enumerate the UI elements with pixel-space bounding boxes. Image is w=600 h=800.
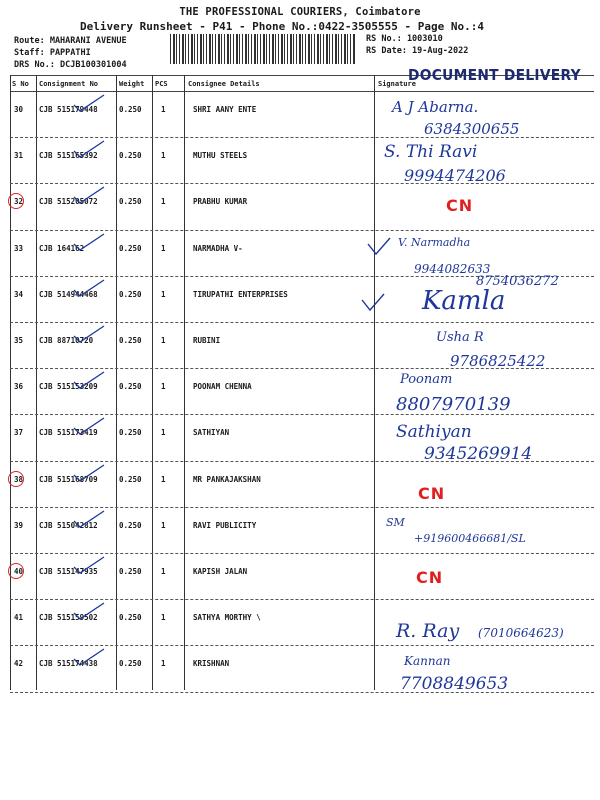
consignee-name: POONAM CHENNA [193, 382, 252, 392]
weight-value: 0.250 [119, 567, 142, 576]
row-separator [10, 183, 594, 184]
red-circle-mark [8, 471, 24, 487]
col-header-signature: Signature [378, 80, 416, 88]
recipient-phone: Kamla [422, 286, 506, 316]
pcs-value: 1 [161, 336, 166, 345]
recipient-signature: Poonam [400, 372, 453, 387]
col-divider [152, 75, 153, 690]
row-separator [10, 230, 594, 231]
recipient-signature: R. Ray [396, 620, 460, 642]
recipient-phone: 9345269914 [424, 444, 533, 464]
row-sno: 35 [14, 336, 24, 345]
col-divider [36, 75, 37, 690]
check-mark-icon [360, 292, 386, 314]
recipient-signature: 8754036272 [476, 274, 559, 289]
pcs-value: 1 [161, 474, 166, 484]
consignee-name: SHRI AANY ENTE [193, 105, 257, 114]
consignment-number: CJB 515174438 [39, 659, 98, 669]
recipient-phone: 8807970139 [396, 394, 511, 415]
weight-value: 0.250 [119, 382, 142, 392]
weight-value: 0.250 [119, 336, 142, 345]
staff-label: Staff: PAPPATHI [14, 48, 91, 58]
red-circle-mark [8, 193, 24, 209]
row-separator [10, 599, 594, 600]
weight-value: 0.250 [119, 105, 142, 114]
route-label: Route: MAHARANI AVENUE [14, 36, 127, 46]
recipient-signature: A J Abarna. [392, 98, 479, 116]
col-header-sno: S No [12, 80, 29, 88]
cn-mark: CN [418, 484, 446, 503]
consignee-name: PRABHU KUMAR [193, 197, 248, 207]
pcs-value: 1 [161, 659, 166, 669]
row-sno: 37 [14, 428, 24, 438]
runsheet-subtitle: Delivery Runsheet - P41 - Phone No.:0422-3505555 - Page No.:4 [80, 20, 484, 33]
consignee-name: SATHYA MORTHY \ [193, 613, 261, 623]
consignee-name: KRISHNAN [193, 659, 230, 669]
consignment-number: CJB 515205072 [39, 197, 98, 207]
recipient-phone: +919600466681/SL [414, 532, 526, 545]
pcs-value: 1 [161, 382, 166, 392]
consignment-number: CJB 515165392 [39, 151, 98, 161]
row-separator [10, 322, 594, 323]
pcs-value: 1 [161, 105, 166, 114]
row-sno: 33 [14, 243, 24, 253]
row-sno: 30 [14, 105, 24, 114]
consignee-name: KAPISH JALAN [193, 567, 248, 576]
col-divider [116, 75, 117, 690]
recipient-phone: 7708849653 [400, 674, 509, 694]
table-header-rule [10, 91, 594, 92]
drs-label: DRS No.: DCJB100301004 [14, 60, 127, 70]
weight-value: 0.250 [119, 474, 142, 484]
row-separator [10, 553, 594, 554]
weight-value: 0.250 [119, 289, 142, 299]
pcs-value: 1 [161, 428, 166, 438]
consignee-name: RUBINI [193, 336, 221, 345]
col-header-consignment: Consignment No [39, 80, 99, 88]
recipient-signature: Sathiyan [396, 422, 472, 442]
rs-number: RS No.: 1003010 [366, 34, 443, 44]
row-separator [10, 507, 594, 508]
pcs-value: 1 [161, 520, 166, 530]
row-sno: 38 [14, 474, 24, 484]
weight-value: 0.250 [119, 151, 142, 161]
consignee-name: MUTHU STEELS [193, 151, 248, 161]
row-sno: 31 [14, 151, 24, 161]
pcs-value: 1 [161, 567, 166, 576]
recipient-signature: SM [386, 516, 405, 529]
pcs-value: 1 [161, 243, 166, 253]
pcs-value: 1 [161, 613, 166, 623]
recipient-phone: (7010664623) [478, 626, 564, 640]
recipient-phone: 9786825422 [450, 352, 546, 370]
col-header-pcs: PCS [155, 80, 168, 88]
col-divider [374, 75, 375, 690]
row-sno: 32 [14, 197, 24, 207]
rs-date: RS Date: 19-Aug-2022 [366, 46, 469, 56]
row-sno: 42 [14, 659, 24, 669]
consignee-name: NARMADHA V- [193, 243, 243, 253]
consignment-number: CJB 515153209 [39, 382, 98, 392]
col-divider [184, 75, 185, 690]
consignee-name: TIRUPATHI ENTERPRISES [193, 289, 288, 299]
recipient-phone: 9994474206 [404, 166, 506, 185]
row-separator [10, 645, 594, 646]
recipient-phone: 6384300655 [424, 120, 520, 138]
weight-value: 0.250 [119, 243, 142, 253]
consignment-number: CJB 515147935 [39, 567, 98, 576]
weight-value: 0.250 [119, 197, 142, 207]
consignment-number: CJB 515159502 [39, 613, 98, 623]
consignment-number: CJB 514944468 [39, 289, 98, 299]
weight-value: 0.250 [119, 659, 142, 669]
row-sno: 34 [14, 289, 24, 299]
recipient-signature: S. Thi Ravi [384, 142, 478, 162]
pcs-value: 1 [161, 289, 166, 299]
consignment-number: CJB 515042812 [39, 520, 98, 530]
consignment-number: CJB 88710720 [39, 336, 94, 345]
weight-value: 0.250 [119, 613, 142, 623]
row-sno: 40 [14, 567, 24, 576]
cn-mark: CN [416, 568, 444, 587]
consignment-number: CJB 515179448 [39, 105, 98, 114]
col-header-consignee: Consignee Details [188, 80, 260, 88]
barcode-strip [170, 34, 355, 64]
weight-value: 0.250 [119, 520, 142, 530]
recipient-phone: 9944082633 [414, 262, 491, 276]
document-delivery-stamp: DOCUMENT DELIVERY [408, 66, 581, 84]
consignment-number: CJB 164162 [39, 243, 85, 253]
consignee-name: MR PANKAJAKSHAN [193, 474, 261, 484]
red-circle-mark [8, 563, 24, 579]
company-title: THE PROFESSIONAL COURIERS, Coimbatore [179, 6, 421, 18]
consignee-name: RAVI PUBLICITY [193, 520, 257, 530]
weight-value: 0.250 [119, 428, 142, 438]
check-mark-icon [366, 236, 392, 258]
recipient-signature: Kannan [404, 654, 451, 668]
table-left-border [10, 75, 11, 690]
pcs-value: 1 [161, 151, 166, 161]
pcs-value: 1 [161, 197, 166, 207]
recipient-signature: V. Narmadha [398, 236, 471, 249]
row-sno: 41 [14, 613, 24, 623]
cn-mark: CN [446, 196, 474, 215]
row-sno: 36 [14, 382, 24, 392]
recipient-signature: Usha R [436, 330, 484, 345]
consignment-number: CJB 515173419 [39, 428, 98, 438]
col-header-weight: Weight [119, 80, 145, 88]
row-sno: 39 [14, 520, 24, 530]
consignee-name: SATHIYAN [193, 428, 230, 438]
consignment-number: CJB 515168709 [39, 474, 98, 484]
